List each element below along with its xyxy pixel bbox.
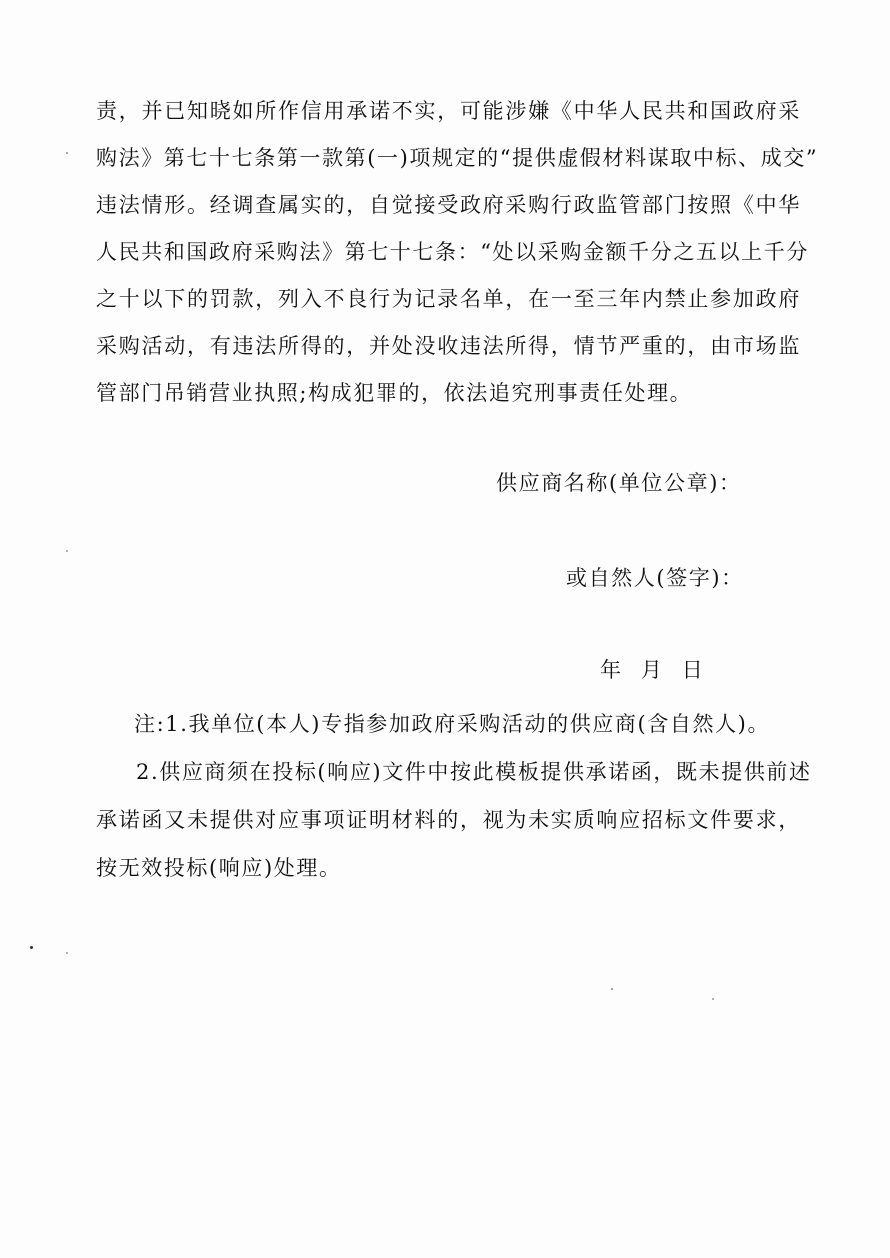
body-line: 之十以下的罚款，列入不良行为记录名单，在一至三年内禁止参加政府 bbox=[96, 287, 801, 311]
note-2-line: 按无效投标(响应)处理。 bbox=[96, 856, 342, 880]
supplier-seal-label: 供应商名称(单位公章)： bbox=[496, 471, 742, 495]
scan-speck bbox=[66, 952, 68, 954]
body-line: 购法》第七十七条第一款第(一)项规定的“提供虚假材料谋取中标、成交” bbox=[96, 146, 819, 170]
commitment-body-paragraph bbox=[96, 88, 819, 417]
body-line: 人民共和国政府采购法》第七十七条：“处以采购金额千分之五以上千分 bbox=[96, 240, 809, 264]
note-2-line: 承诺函又未提供对应事项证明材料的，视为未实质响应招标文件要求， bbox=[96, 808, 801, 832]
note-1: 注:1.我单位(本人)专指参加政府采购活动的供应商(含自然人)。 bbox=[134, 712, 771, 736]
body-line: 采购活动，有违法所得的，并处没收违法所得，情节严重的，由市场监 bbox=[96, 334, 801, 358]
scan-speck bbox=[712, 998, 714, 1000]
scan-speck bbox=[30, 946, 33, 949]
body-line: 管部门吊销营业执照;构成犯罪的，依法追究刑事责任处理。 bbox=[96, 381, 693, 405]
natural-person-signature-label: 或自然人(签字)： bbox=[566, 566, 744, 590]
notes-section bbox=[96, 700, 812, 892]
note-2-line: 2.供应商须在投标(响应)文件中按此模板提供承诺函，既未提供前述 bbox=[136, 760, 812, 784]
date-label: 年 月 日 bbox=[600, 658, 705, 682]
scan-speck bbox=[66, 152, 68, 154]
scan-speck bbox=[611, 988, 613, 990]
body-line: 违法情形。经调查属实的，自觉接受政府采购行政监管部门按照《中华 bbox=[96, 193, 801, 217]
body-line: 责，并已知晓如所作信用承诺不实，可能涉嫌《中华人民共和国政府采 bbox=[96, 99, 801, 123]
scan-speck bbox=[66, 550, 68, 552]
